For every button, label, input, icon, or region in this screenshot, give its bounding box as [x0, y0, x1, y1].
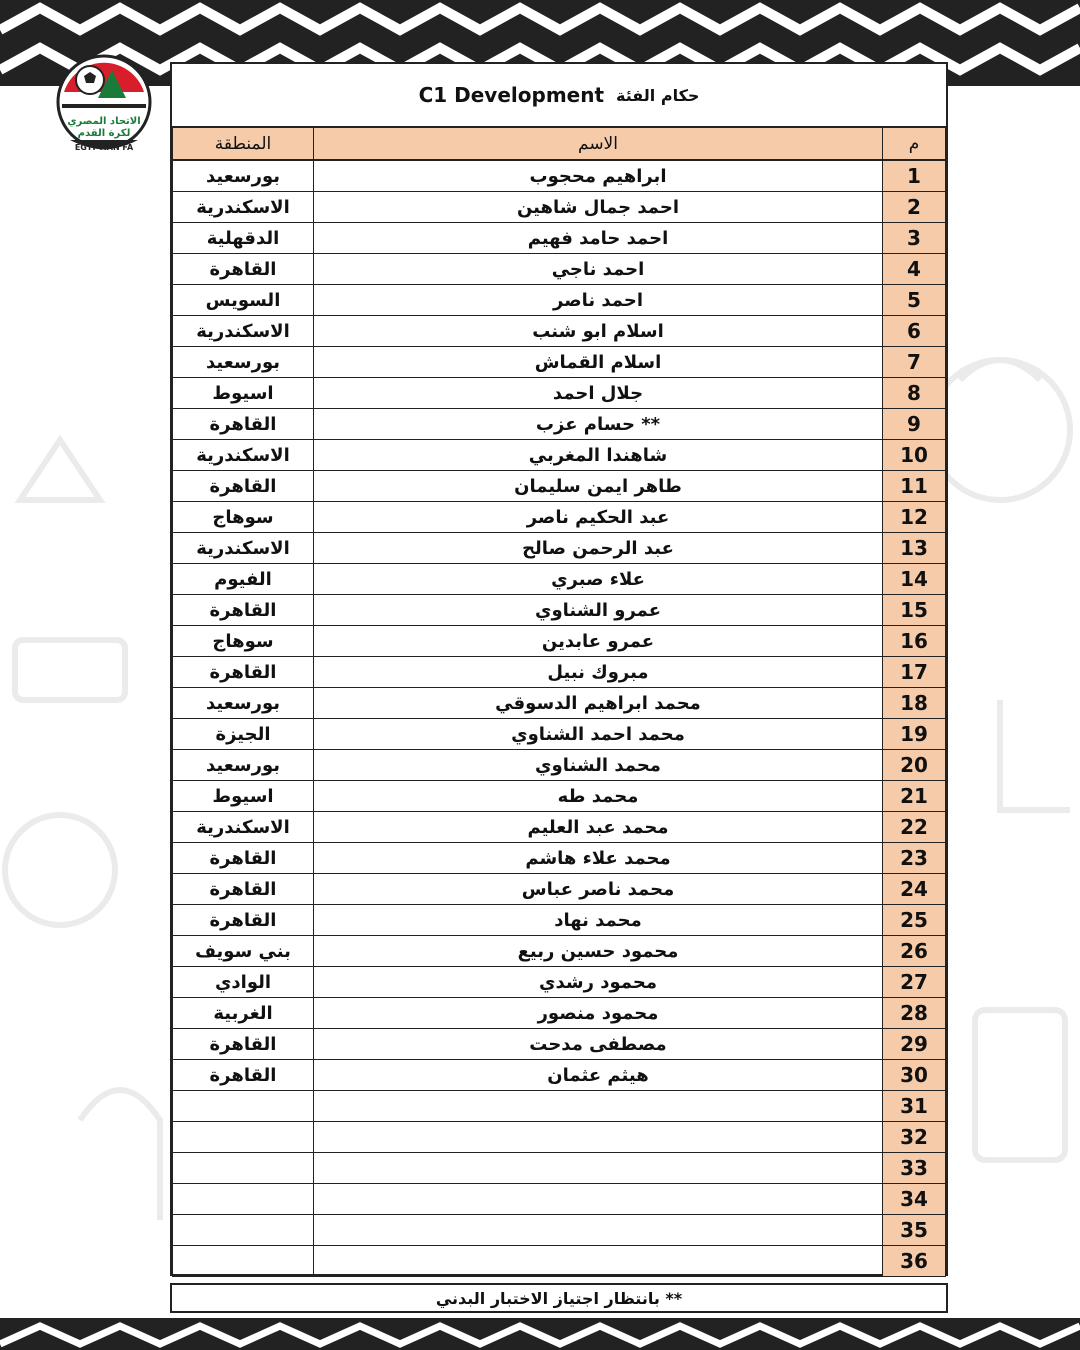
referee-list-sheet [170, 62, 948, 1276]
name-cell: محمد الشناوي [314, 750, 883, 781]
region-cell: الجيزة [173, 719, 314, 750]
name-cell: محمود رشدي [314, 967, 883, 998]
name-cell: محمود حسين ربيع [314, 936, 883, 967]
table-row [173, 440, 946, 471]
table-row [173, 347, 946, 378]
number-cell: 26 [883, 936, 946, 967]
number-cell: 13 [883, 533, 946, 564]
number-cell: 2 [883, 192, 946, 223]
name-cell: عبد الحكيم ناصر [314, 502, 883, 533]
name-cell: مصطفى مدحت [314, 1029, 883, 1060]
number-cell: 34 [883, 1184, 946, 1215]
table-header-row [173, 127, 946, 160]
number-cell: 33 [883, 1153, 946, 1184]
table-row [173, 905, 946, 936]
name-cell: محمد نهاد [314, 905, 883, 936]
name-cell: عمرو عابدين [314, 626, 883, 657]
number-cell: 25 [883, 905, 946, 936]
number-cell: 21 [883, 781, 946, 812]
table-row [173, 564, 946, 595]
table-row [173, 1215, 946, 1246]
region-cell: الوادي [173, 967, 314, 998]
name-cell: محمد علاء هاشم [314, 843, 883, 874]
number-cell: 15 [883, 595, 946, 626]
region-cell: اسيوط [173, 781, 314, 812]
region-cell [173, 1122, 314, 1153]
region-cell: القاهرة [173, 874, 314, 905]
logo-text-en: EGYPTIAN FA [74, 143, 134, 152]
region-cell: الاسكندرية [173, 533, 314, 564]
name-cell [314, 1153, 883, 1184]
name-cell: اسلام ابو شنب [314, 316, 883, 347]
table-body [173, 160, 946, 1277]
region-cell: الفيوم [173, 564, 314, 595]
table-row [173, 998, 946, 1029]
region-cell: القاهرة [173, 905, 314, 936]
table-row [173, 1060, 946, 1091]
region-cell: بورسعيد [173, 688, 314, 719]
logo-text-ar-2: لكرة القدم [77, 128, 131, 139]
region-cell: الاسكندرية [173, 192, 314, 223]
region-cell: القاهرة [173, 409, 314, 440]
region-cell: القاهرة [173, 471, 314, 502]
region-cell: القاهرة [173, 1029, 314, 1060]
table-row [173, 378, 946, 409]
table-row [173, 781, 946, 812]
number-cell: 20 [883, 750, 946, 781]
name-cell: طاهر ايمن سليمان [314, 471, 883, 502]
number-cell: 35 [883, 1215, 946, 1246]
category-name: C1 Development [418, 83, 605, 107]
number-cell: 6 [883, 316, 946, 347]
region-cell: بورسعيد [173, 160, 314, 192]
name-cell: احمد جمال شاهين [314, 192, 883, 223]
column-header-number: م [883, 127, 946, 160]
table-row [173, 192, 946, 223]
name-cell [314, 1246, 883, 1277]
number-cell: 4 [883, 254, 946, 285]
table-row [173, 967, 946, 998]
table-row [173, 1246, 946, 1277]
table-row [173, 626, 946, 657]
number-cell: 31 [883, 1091, 946, 1122]
region-cell [173, 1246, 314, 1277]
table-row [173, 533, 946, 564]
region-cell: بورسعيد [173, 347, 314, 378]
region-cell: الاسكندرية [173, 812, 314, 843]
region-cell: القاهرة [173, 1060, 314, 1091]
name-cell: محمد عبد العليم [314, 812, 883, 843]
name-cell: شاهندا المغربي [314, 440, 883, 471]
egyptian-fa-logo [56, 52, 152, 162]
name-cell: جلال احمد [314, 378, 883, 409]
number-cell: 24 [883, 874, 946, 905]
region-cell [173, 1153, 314, 1184]
table-row [173, 223, 946, 254]
region-cell: القاهرة [173, 254, 314, 285]
table-row [173, 719, 946, 750]
number-cell: 14 [883, 564, 946, 595]
number-cell: 11 [883, 471, 946, 502]
name-cell [314, 1091, 883, 1122]
table-row [173, 750, 946, 781]
number-cell: 9 [883, 409, 946, 440]
name-cell: اسلام القماش [314, 347, 883, 378]
table-row [173, 1029, 946, 1060]
number-cell: 5 [883, 285, 946, 316]
name-cell: محمد ناصر عباس [314, 874, 883, 905]
name-cell: علاء صبري [314, 564, 883, 595]
name-cell: حسام عزب ** [314, 409, 883, 440]
column-header-region: المنطقة [173, 127, 314, 160]
number-cell: 27 [883, 967, 946, 998]
column-header-name: الاسم [314, 127, 883, 160]
name-cell: محمود منصور [314, 998, 883, 1029]
region-cell: بورسعيد [173, 750, 314, 781]
name-cell [314, 1122, 883, 1153]
table-row [173, 936, 946, 967]
table-row [173, 502, 946, 533]
name-cell: عمرو الشناوي [314, 595, 883, 626]
region-cell: الدقهلية [173, 223, 314, 254]
number-cell: 19 [883, 719, 946, 750]
table-row [173, 1184, 946, 1215]
table-row [173, 285, 946, 316]
number-cell: 36 [883, 1246, 946, 1277]
table-row [173, 409, 946, 440]
category-label: حكام الفئة [616, 85, 700, 105]
table-row [173, 688, 946, 719]
table-row [173, 160, 946, 192]
table-row [173, 254, 946, 285]
name-cell: محمد احمد الشناوي [314, 719, 883, 750]
number-cell: 28 [883, 998, 946, 1029]
number-cell: 23 [883, 843, 946, 874]
table-row [173, 1122, 946, 1153]
number-cell: 10 [883, 440, 946, 471]
referees-table [172, 126, 946, 1277]
footer-note: بانتظار اجتياز الاختبار البدني ** [170, 1283, 948, 1313]
number-cell: 3 [883, 223, 946, 254]
number-cell: 8 [883, 378, 946, 409]
name-cell: احمد حامد فهيم [314, 223, 883, 254]
number-cell: 30 [883, 1060, 946, 1091]
region-cell: الاسكندرية [173, 316, 314, 347]
name-cell: ابراهيم محجوب [314, 160, 883, 192]
number-cell: 1 [883, 160, 946, 192]
name-cell: عبد الرحمن صالح [314, 533, 883, 564]
table-row [173, 316, 946, 347]
number-cell: 18 [883, 688, 946, 719]
region-cell: القاهرة [173, 595, 314, 626]
table-row [173, 843, 946, 874]
table-row [173, 657, 946, 688]
number-cell: 12 [883, 502, 946, 533]
number-cell: 29 [883, 1029, 946, 1060]
table-row [173, 812, 946, 843]
name-cell: محمد طه [314, 781, 883, 812]
number-cell: 32 [883, 1122, 946, 1153]
region-cell [173, 1091, 314, 1122]
number-cell: 22 [883, 812, 946, 843]
number-cell: 7 [883, 347, 946, 378]
logo-text-ar-1: الاتحاد المصري [67, 116, 141, 127]
table-row [173, 1091, 946, 1122]
name-cell [314, 1215, 883, 1246]
region-cell: بني سويف [173, 936, 314, 967]
region-cell: السويس [173, 285, 314, 316]
region-cell: القاهرة [173, 843, 314, 874]
name-cell: احمد ناجي [314, 254, 883, 285]
name-cell: احمد ناصر [314, 285, 883, 316]
name-cell: هيثم عثمان [314, 1060, 883, 1091]
table-row [173, 874, 946, 905]
number-cell: 16 [883, 626, 946, 657]
table-row [173, 595, 946, 626]
region-cell: سوهاج [173, 626, 314, 657]
table-row [173, 1153, 946, 1184]
region-cell: سوهاج [173, 502, 314, 533]
region-cell: الغربية [173, 998, 314, 1029]
table-row [173, 471, 946, 502]
sheet-title [172, 64, 946, 126]
region-cell: القاهرة [173, 657, 314, 688]
region-cell: الاسكندرية [173, 440, 314, 471]
name-cell [314, 1184, 883, 1215]
number-cell: 17 [883, 657, 946, 688]
name-cell: محمد ابراهيم الدسوقي [314, 688, 883, 719]
region-cell [173, 1184, 314, 1215]
region-cell: اسيوط [173, 378, 314, 409]
region-cell [173, 1215, 314, 1246]
name-cell: مبروك نبيل [314, 657, 883, 688]
